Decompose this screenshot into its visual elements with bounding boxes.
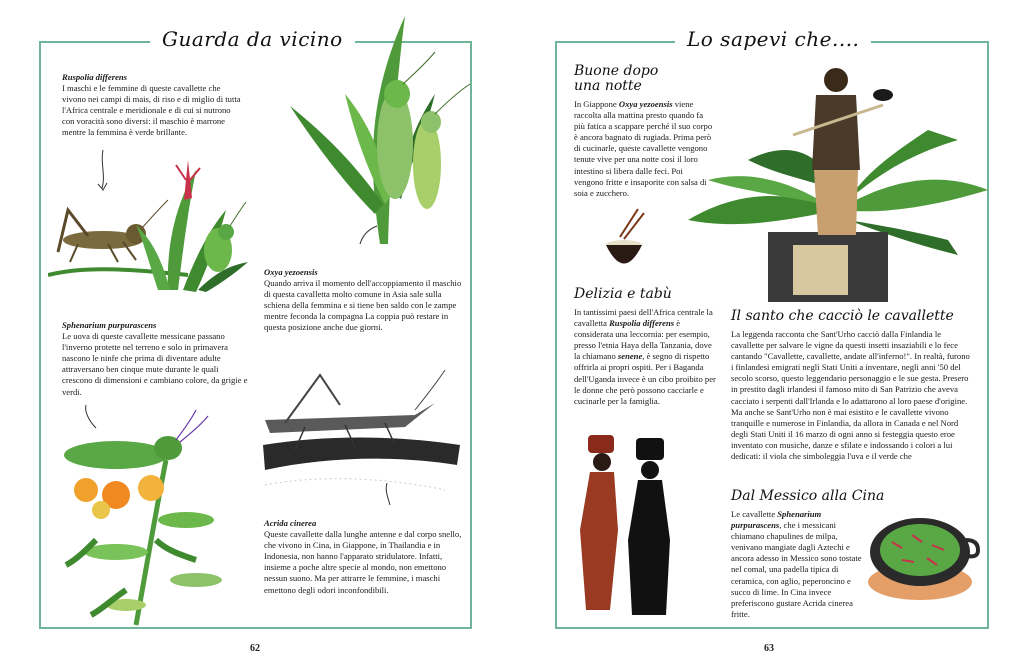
- messico-text-2: , che i messicani chiamano chapulines de milpa, venivano mangiate dagli Aztechi e ancora adesso in Messico sono tostate nel comal, una padella tipica di ceramica, con aglio, peperoncino e succo di lime. In Cina invece preferiscono gustare Acrida cinerea fritte.: [731, 520, 862, 619]
- messico-title: Dal Messico alla Cina: [731, 488, 885, 504]
- stem: [48, 269, 188, 275]
- santo-title: Il santo che cacciò le cavallette: [731, 308, 954, 324]
- grasshopper-on-fork: [873, 89, 893, 101]
- pointer-arrow: [386, 483, 390, 505]
- stone-pedestal: [768, 232, 888, 302]
- saint-urho-illustration: [688, 60, 988, 305]
- woman-red: [580, 435, 618, 610]
- long-leaves: [290, 16, 435, 244]
- delizia-word: senene: [617, 351, 643, 362]
- page-number-left: 62: [250, 643, 260, 654]
- acrida-illustration: [245, 365, 470, 515]
- page-number-right: 63: [764, 643, 774, 654]
- grass-stalk: [263, 438, 460, 491]
- messico-text: [731, 509, 863, 620]
- bowl: [606, 245, 642, 264]
- ruspolia-block: [62, 72, 242, 139]
- oxya-illustration: [285, 14, 475, 264]
- ruspolia-text: I maschi e le femmine di queste cavallette che vivono nei campi di mais, di riso e di miglio di tutta l'Africa centrale e meridionale e di cui si nutrono con voracità sono diversi: il maschio è marrone mentre la femmina è verde brillante.: [62, 83, 241, 138]
- santo-text: La leggenda racconta che Sant'Urho cacciò dalla Finlandia le cavallette per salvare le vigne da questi insetti insaziabili e lo fece cantando "Cavallette, cavallette, andate all'inferno!". In realtà, furono i finlandesi emigrati negli Stati Uniti a inventare, negli anni '50 del secolo scorso, questo leggendario personaggio e le sue gesta. Presero in prestito dagli irlandesi il famoso mito di San Patrizio che aveva cacciato i serpenti dall'Irlanda e lo adattarono al loro paese d'origine. Ma anche se Sant'Urho non è mai esistito e le cavallette vivono tranquille e numerose in Finlandia, da allora in Canada e nel Nord degli Stati Uniti il 16 marzo di ogni anno si festeggia questo eroe inventato con musiche, danze e sfilate e indossando i colori a lui dedicati: il viola che simboleggia l'uva e il verde che: [731, 329, 970, 462]
- oxya-text: Quando arriva il momento dell'accoppiamento il maschio di questa cavalletta molto comune in Asia sale sulla schiena della femmina e si tiene ben saldo con le zampe mentre feconda la compagna La coppia può restare in questa posizione anche due giorni.: [264, 278, 462, 333]
- fried-grasshoppers: [880, 524, 960, 576]
- green-grasshopper-top: [64, 410, 208, 469]
- messico-text-1: Le cavallette: [731, 509, 778, 519]
- woman-black: [628, 438, 670, 615]
- buone-text-1: In Giappone: [574, 99, 619, 109]
- ruspolia-caption: Ruspolia differens: [62, 72, 128, 82]
- sphenarium-illustration: [56, 400, 246, 630]
- left-page-title: Guarda da vicino: [150, 27, 355, 51]
- delizia-text-3: , è segno di rispetto offrirla ai propri ospiti. Per i Baganda dell'Uganda invece è un cibo proibito per le donne che però possono cacciarle e cucinarle per la famiglia.: [574, 351, 716, 406]
- oxya-caption: Oxya yezoensis: [264, 267, 318, 277]
- buone-species: Oxya yezoensis: [618, 99, 673, 109]
- chopsticks: [620, 209, 644, 239]
- right-page-title: Lo sapevi che....: [675, 27, 871, 51]
- acrida-block: [264, 518, 468, 596]
- pointer-arrow: [360, 226, 377, 244]
- buone-title-line1: Buone dopo: [574, 63, 659, 79]
- oxya-block: [264, 267, 464, 334]
- sphenarium-block: [62, 320, 250, 398]
- sphenarium-caption: Sphenarium purpurascens: [62, 320, 157, 330]
- buone-text-2: viene raccolta alla mattina presto quando fa più fatica a scappare perché il suo corpo è ancora bagnato di rugiada. Prima però di cucinarle, queste cavallette vengono tenute vive per una notte così il loro intestino si libera dalle feci. Poi vengono fritte e insaporite con salsa di soia e zucchero.: [574, 99, 713, 198]
- acrida-text: Queste cavallette dalla lunghe antenne e dal corpo snello, che vivono in Cina, in Giappone, in Thailandia e in Indonesia, non hanno l'apparato stridulatore. Infatti, insieme a poche altre specie al mondo, non emettono nessun suono. Ma per attrarre le femmine, i maschi emettono degli odori inconfondibili.: [264, 529, 462, 595]
- buone-title-line2: una notte: [574, 78, 642, 94]
- acrida-caption: Acrida cinerea: [264, 518, 317, 528]
- buone-title: [574, 64, 658, 94]
- comal-pan-illustration: [862, 510, 980, 610]
- delizia-species: Ruspolia differens: [609, 318, 675, 329]
- rice-bowl-illustration: [600, 207, 650, 282]
- sphenarium-text: Le uova di queste cavallette messicane passano l'inverno protette nel terreno e solo in primavera nascono le ninfe che prima di diventare adulte attraversano ben cinque mute durante le quali crescono di dimensioni e cambiano colore, da grigie e verdi.: [62, 331, 248, 397]
- women-silhouettes-illustration: [570, 430, 690, 620]
- messico-species: Sphenarium purpurascens: [731, 509, 822, 531]
- pointer-arrow: [86, 405, 96, 428]
- flowers: [74, 475, 164, 519]
- ruspolia-illustration: [48, 140, 248, 300]
- delizia-text: [574, 307, 716, 407]
- pointer-arrow: [102, 150, 103, 188]
- delizia-title: Delizia e tabù: [574, 286, 672, 302]
- delizia-text-2: è considerata una leccornia: per esempio, presso l'etnia Haya della Tanzania, dove la chiamano: [574, 318, 712, 362]
- delizia-text-1: In tantissimi paesi dell'Africa centrale la cavalletta: [574, 307, 713, 329]
